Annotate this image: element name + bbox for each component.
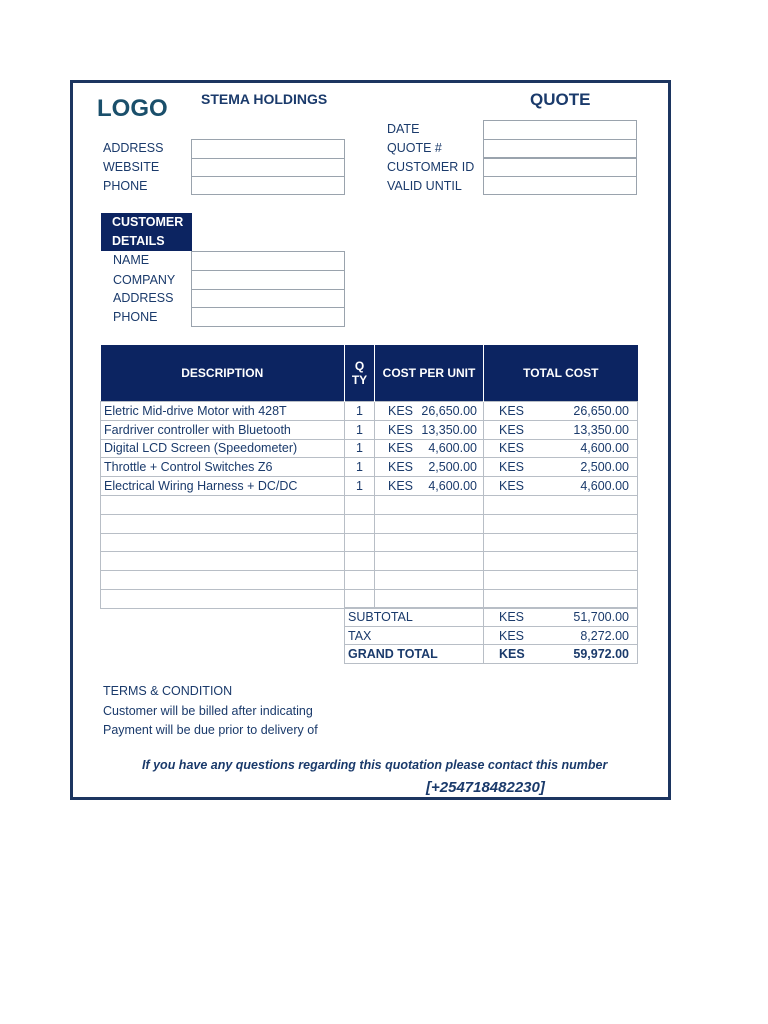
empty-row	[101, 495, 638, 514]
item-qty[interactable]: 1	[345, 439, 375, 458]
customer-name-field[interactable]	[191, 251, 345, 271]
empty-cell[interactable]	[375, 514, 484, 533]
total-value: 13,350.00	[573, 422, 629, 437]
items-header-row	[101, 345, 638, 402]
item-total	[484, 420, 638, 439]
empty-cell[interactable]	[345, 571, 375, 590]
empty-cell[interactable]	[101, 571, 345, 590]
customer-phone-label: PHONE	[113, 310, 158, 324]
unit-cost-value: 2,500.00	[428, 460, 477, 475]
subtotal-label: SUBTOTAL	[345, 608, 484, 627]
company-name: STEMA HOLDINGS	[201, 91, 328, 107]
item-qty[interactable]: 1	[345, 420, 375, 439]
currency-label: KES	[499, 647, 525, 662]
empty-cell[interactable]	[345, 514, 375, 533]
totals-table	[344, 607, 638, 664]
header-qty-line1: Q	[354, 359, 365, 373]
currency-label: KES	[388, 441, 414, 456]
total-value: 26,650.00	[573, 403, 629, 418]
grand-total-label: GRAND TOTAL	[345, 645, 484, 664]
currency-label: KES	[499, 609, 525, 624]
date-field[interactable]	[483, 120, 637, 140]
empty-cell[interactable]	[101, 533, 345, 552]
currency-label: KES	[388, 422, 414, 437]
subtotal-value-cell	[484, 608, 638, 627]
item-unit-cost[interactable]	[375, 402, 484, 421]
currency-label: KES	[388, 479, 414, 494]
customer-phone-field[interactable]	[191, 307, 345, 327]
item-description[interactable]: Electrical Wiring Harness + DC/DC	[101, 477, 345, 496]
unit-cost-value: 26,650.00	[421, 403, 477, 418]
currency-label: KES	[388, 403, 414, 418]
currency-label: KES	[499, 460, 525, 475]
item-qty[interactable]: 1	[345, 477, 375, 496]
document-title: QUOTE	[530, 90, 591, 109]
item-qty[interactable]: 1	[345, 402, 375, 421]
header-qty-line2: TY	[351, 373, 368, 387]
empty-cell[interactable]	[101, 589, 345, 608]
terms-line-2: Payment will be due prior to delivery of	[103, 723, 318, 737]
currency-label: KES	[499, 403, 525, 418]
quote-number-field[interactable]	[483, 139, 637, 158]
empty-cell[interactable]	[484, 514, 638, 533]
items-table	[100, 345, 638, 609]
item-unit-cost[interactable]	[375, 420, 484, 439]
currency-label: KES	[499, 479, 525, 494]
table-row	[101, 420, 638, 439]
table-row	[101, 402, 638, 421]
item-description[interactable]: Fardriver controller with Bluetooth	[101, 420, 345, 439]
empty-cell[interactable]	[375, 533, 484, 552]
item-total	[484, 439, 638, 458]
grand-total-row	[345, 645, 638, 664]
empty-row	[101, 589, 638, 608]
company-address-field[interactable]	[191, 139, 345, 159]
item-unit-cost[interactable]	[375, 458, 484, 477]
table-row	[101, 458, 638, 477]
currency-label: KES	[499, 441, 525, 456]
customer-address-label: ADDRESS	[113, 291, 174, 305]
empty-row	[101, 514, 638, 533]
empty-cell[interactable]	[484, 571, 638, 590]
total-value: 4,600.00	[580, 479, 629, 494]
customer-heading-line2: DETAILS	[112, 233, 165, 248]
company-phone-label: PHONE	[103, 179, 148, 193]
tax-label: TAX	[345, 626, 484, 645]
header-qty	[345, 345, 375, 402]
customer-company-label: COMPANY	[113, 273, 176, 287]
item-qty[interactable]: 1	[345, 458, 375, 477]
item-description[interactable]: Eletric Mid-drive Motor with 428T	[101, 402, 345, 421]
unit-cost-value: 13,350.00	[421, 422, 477, 437]
empty-cell[interactable]	[484, 552, 638, 571]
unit-cost-value: 4,600.00	[428, 479, 477, 494]
tax-value-cell	[484, 626, 638, 645]
empty-cell[interactable]	[345, 495, 375, 514]
customer-company-field[interactable]	[191, 270, 345, 290]
item-total	[484, 402, 638, 421]
item-unit-cost[interactable]	[375, 439, 484, 458]
header-cost-per-unit: COST PER UNIT	[375, 345, 484, 402]
quote-number-label: QUOTE #	[387, 141, 442, 155]
grand-total-value: 59,972.00	[573, 647, 629, 662]
empty-cell[interactable]	[375, 495, 484, 514]
subtotal-value: 51,700.00	[573, 609, 629, 624]
customer-details-heading	[101, 213, 192, 251]
company-website-field[interactable]	[191, 158, 345, 177]
tax-value: 8,272.00	[580, 628, 629, 643]
company-address-label: ADDRESS	[103, 141, 164, 155]
empty-cell[interactable]	[484, 495, 638, 514]
tax-row	[345, 626, 638, 645]
currency-label: KES	[388, 460, 414, 475]
contact-phone[interactable]: [+254718482230]	[426, 779, 545, 796]
subtotal-row	[345, 608, 638, 627]
logo: LOGO	[97, 95, 168, 122]
empty-cell[interactable]	[101, 552, 345, 571]
unit-cost-value: 4,600.00	[428, 441, 477, 456]
grand-total-value-cell	[484, 645, 638, 664]
customer-id-field[interactable]	[483, 158, 637, 177]
header-description: DESCRIPTION	[101, 345, 345, 402]
header-total-cost: TOTAL COST	[484, 345, 638, 402]
empty-cell[interactable]	[375, 552, 484, 571]
empty-cell[interactable]	[345, 533, 375, 552]
customer-id-label: CUSTOMER ID	[387, 160, 475, 174]
customer-heading-line1: CUSTOMER	[112, 215, 184, 229]
valid-until-label: VALID UNTIL	[387, 179, 462, 193]
company-website-label: WEBSITE	[103, 160, 160, 174]
empty-cell[interactable]	[484, 589, 638, 608]
total-value: 4,600.00	[580, 441, 629, 456]
empty-cell[interactable]	[484, 533, 638, 552]
date-label: DATE	[387, 122, 420, 136]
empty-cell[interactable]	[345, 589, 375, 608]
total-value: 2,500.00	[580, 460, 629, 475]
currency-label: KES	[499, 422, 525, 437]
item-total	[484, 458, 638, 477]
customer-name-label: NAME	[113, 253, 150, 267]
empty-cell[interactable]	[375, 571, 484, 590]
empty-row	[101, 533, 638, 552]
empty-cell[interactable]	[375, 589, 484, 608]
customer-address-field[interactable]	[191, 289, 345, 308]
terms-heading: TERMS & CONDITION	[103, 684, 233, 698]
valid-until-field[interactable]	[483, 176, 637, 195]
empty-row	[101, 552, 638, 571]
item-description[interactable]: Digital LCD Screen (Speedometer)	[101, 439, 345, 458]
terms-line-1: Customer will be billed after indicating	[103, 704, 313, 718]
item-description[interactable]: Throttle + Control Switches Z6	[101, 458, 345, 477]
item-total	[484, 477, 638, 496]
table-row	[101, 439, 638, 458]
company-phone-field[interactable]	[191, 176, 345, 195]
item-unit-cost[interactable]	[375, 477, 484, 496]
empty-cell[interactable]	[101, 514, 345, 533]
currency-label: KES	[499, 628, 525, 643]
contact-note: If you have any questions regarding this quotation please contact this number	[142, 758, 608, 772]
empty-cell[interactable]	[101, 495, 345, 514]
empty-row	[101, 571, 638, 590]
empty-cell[interactable]	[345, 552, 375, 571]
table-row	[101, 477, 638, 496]
